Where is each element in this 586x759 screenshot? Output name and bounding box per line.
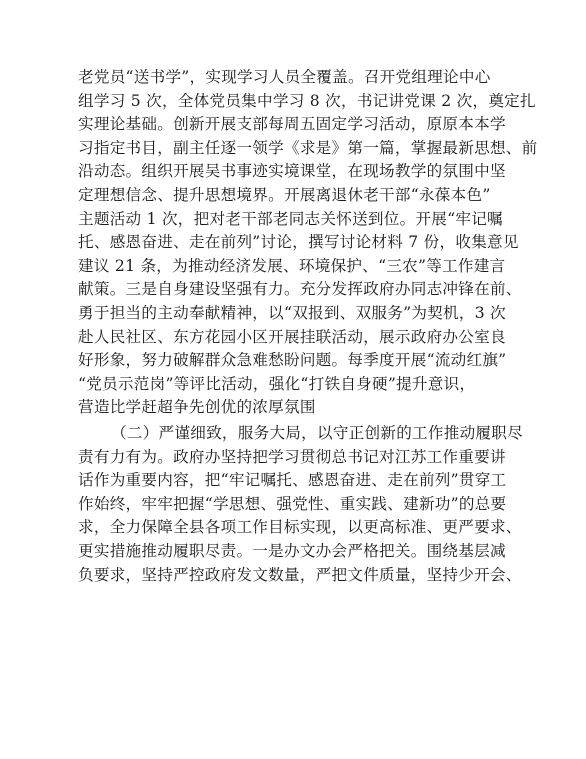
text-line: 托、感恩奋进、走在前列”讨论，撰写讨论材料 7 份，收集意见 [78,233,519,252]
text-line: 沿动态。组织开展吴书事迹实境课堂，在现场教学的氛围中坚 [78,162,506,181]
paragraph-2 [78,422,523,587]
text-line: 更实措施推动履职尽责。一是办文办会严格把关。围绕基层减 [78,541,506,560]
section-heading-line: （二）严谨细致，服务大局，以守正创新的工作推动履职尽 [111,424,523,442]
text-line: 负要求，坚持严控政府发文数量，严把文件质量，坚持少开会、 [78,565,522,584]
text-line: 实理论基础。创新开展支部每周五固定学习活动，原原本本学 [78,115,506,134]
text-line: 习指定书目，副主任逐一领学《求是》第一篇，掌握最新思想、前 [78,138,538,157]
text-line: 组学习 5 次，全体党员集中学习 8 次，书记讲党课 2 次，奠定扎 [78,91,536,110]
text-line: 作始终，牢牢把握“学思想、强党性、重实践、建新功”的总要 [78,494,507,513]
text-line: 主题活动 1 次，把对老干部老同志关怀送到位。开展“牢记嘱 [78,209,503,228]
text-line: 建议 21 条，为推动经济发展、环境保护、“三农”等工作建言 [78,256,506,275]
text-line: 好形象，努力破解群众急难愁盼问题。每季度开展“流动红旗” [78,351,507,370]
text-line: 营造比学赶超争先创优的浓厚氛围 [78,398,316,417]
text-line: 勇于担当的主动奉献精神，以“双报到、双服务”为契机，3 次 [78,303,506,322]
paragraph-1 [78,66,538,420]
text-line: 责有力有为。政府办坚持把学习贯彻总书记对江苏工作重要讲 [78,447,506,466]
text-line: 献策。三是自身建设坚强有力。充分发挥政府办同志冲锋在前、 [78,280,522,299]
text-line: 定理想信念、提升思想境界。开展离退休老干部“永葆本色” [78,185,491,204]
text-line: 话作为重要内容，把“牢记嘱托、感恩奋进、走在前列”贯穿工 [78,471,507,490]
text-line: 求，全力保障全县各项工作目标实现，以更高标准、更严要求、 [78,518,522,537]
text-line: 赴人民社区、东方花园小区开展挂联活动，展示政府办公室良 [78,327,506,346]
text-line: 老党员“送书学”，实现学习人员全覆盖。召开党组理论中心 [78,68,491,86]
text-line: “党员示范岗”等评比活动，强化“打铁自身硬”提升意识， [78,374,476,393]
